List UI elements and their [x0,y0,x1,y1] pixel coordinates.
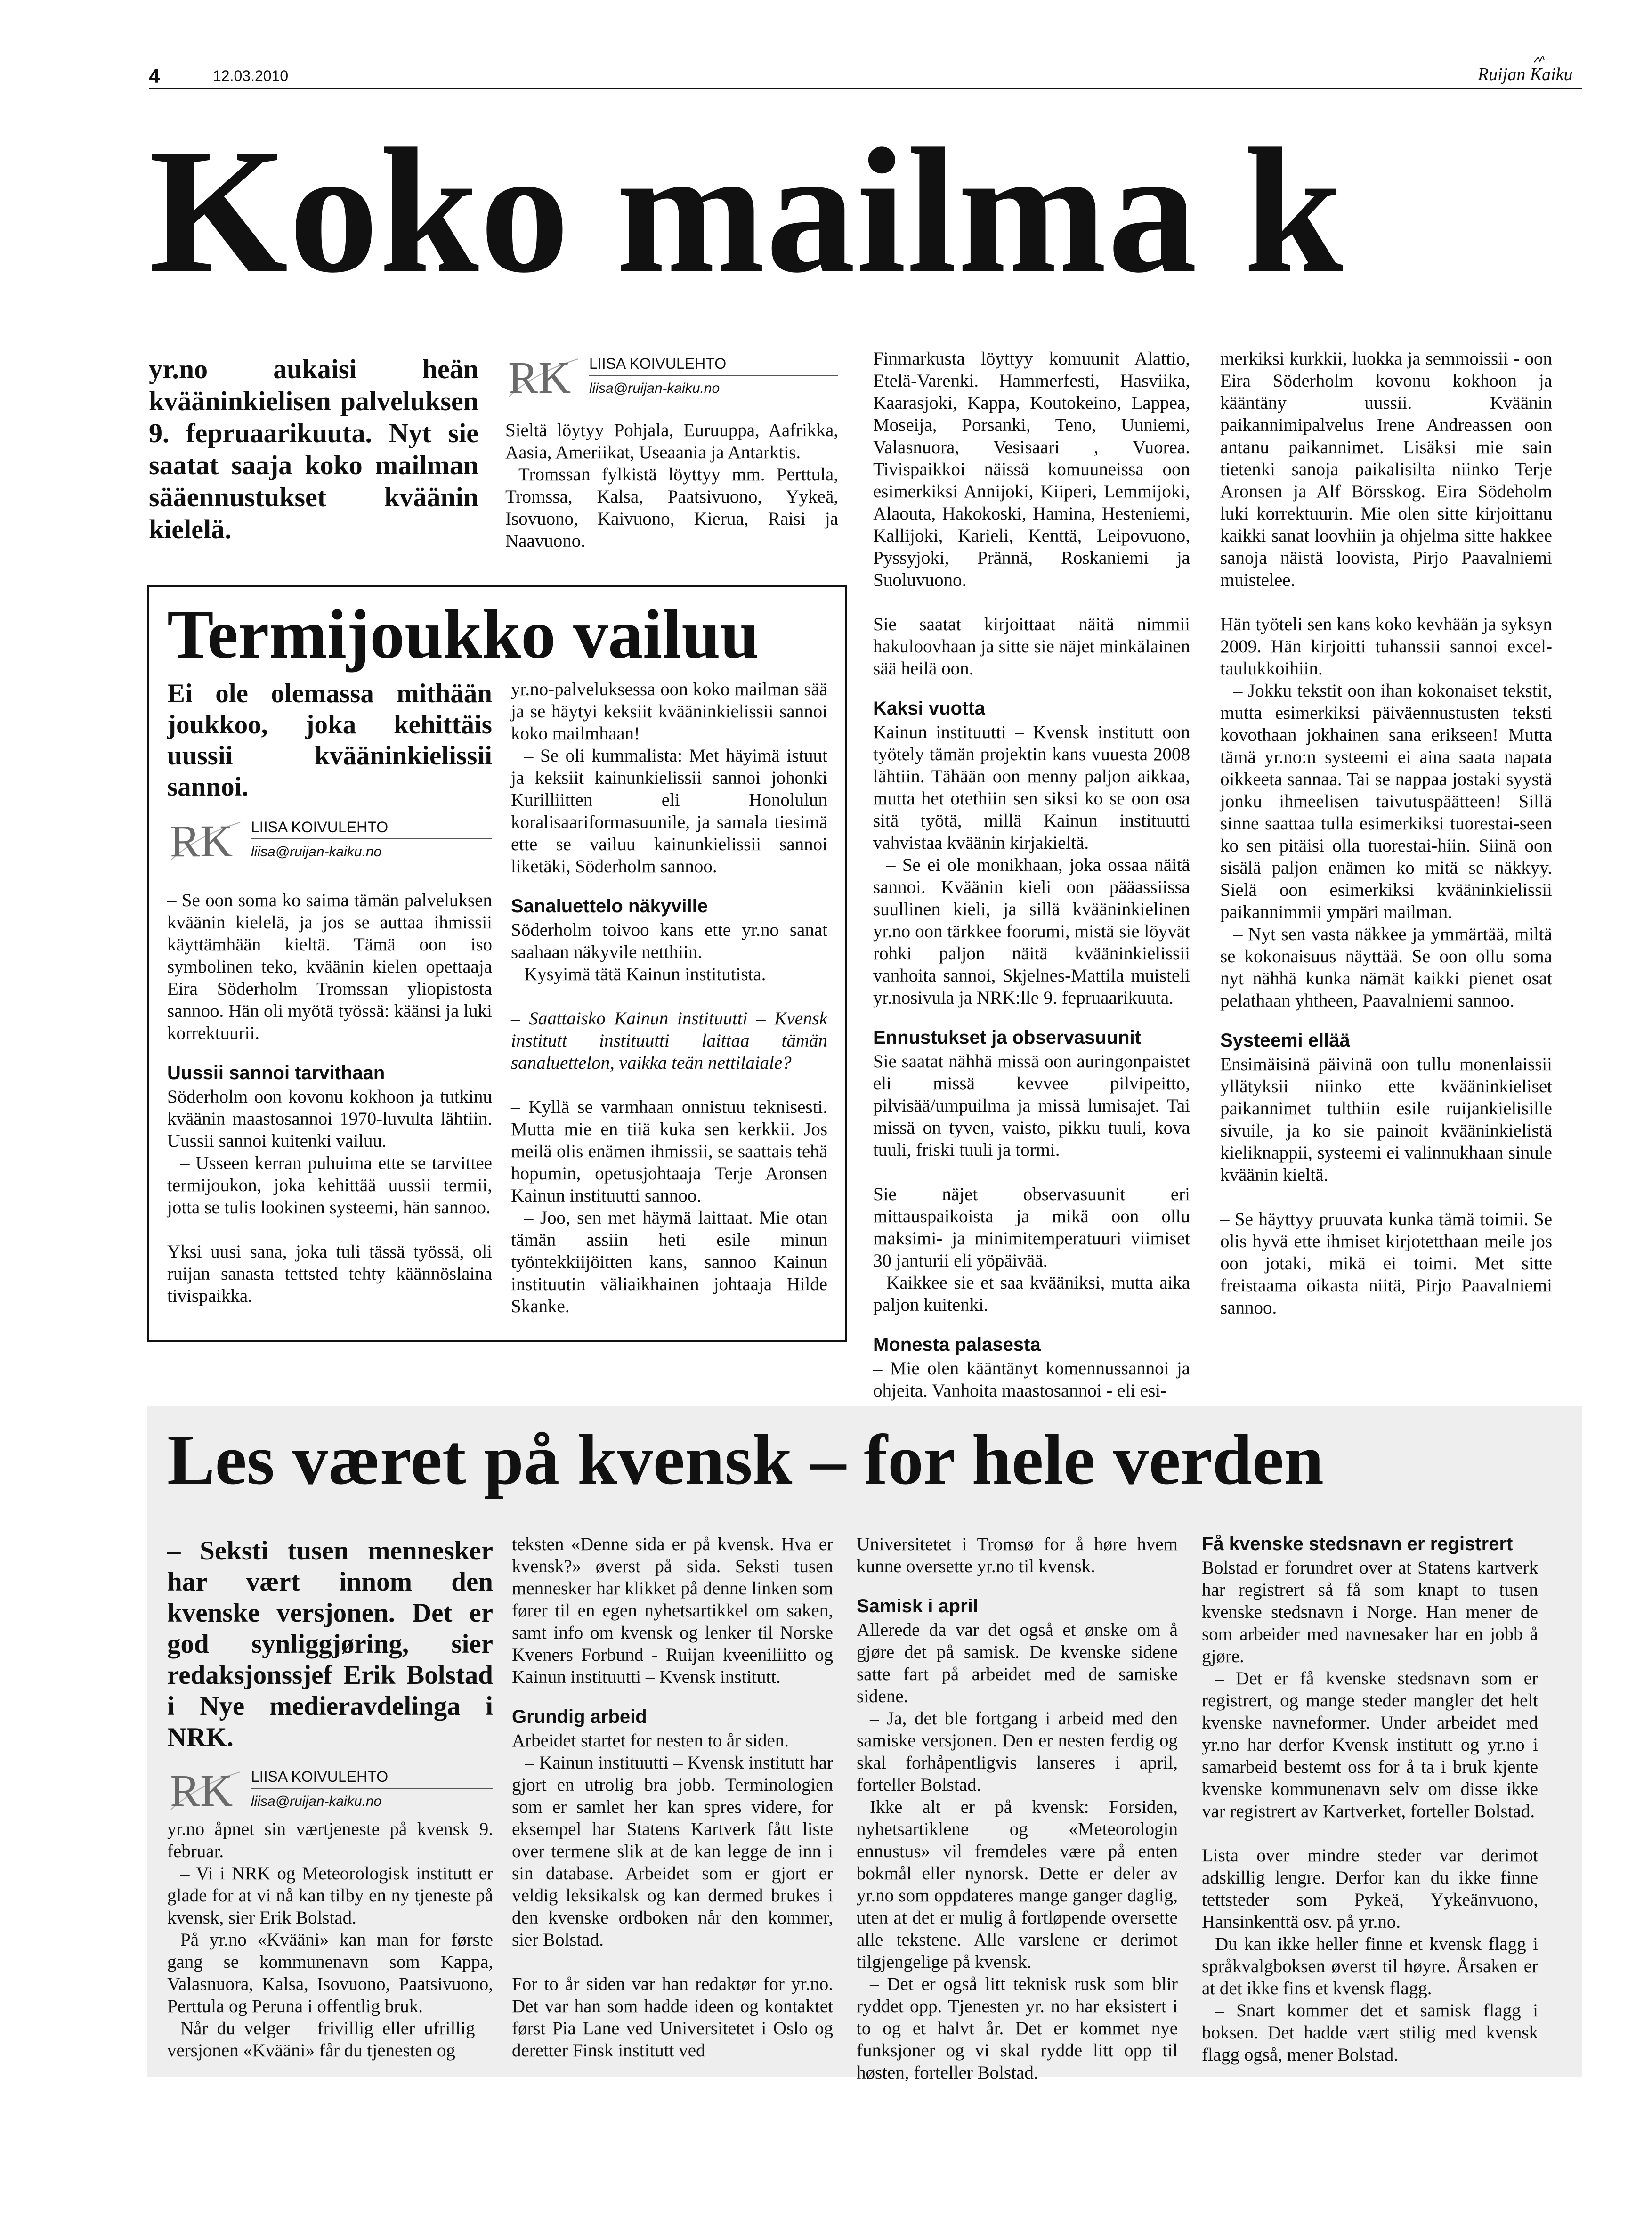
paragraph: yr.no åpnet sin værtjeneste på kvensk 9. februar. [167,1819,493,1861]
box-lead: Ei ole olemassa mithään joukkoo, joka kehittäis uussii kvääninkielissii sannoi. [167,679,492,802]
masthead-logo [1478,56,1582,88]
byline-rule [251,1788,493,1789]
svg-text:RK: RK [170,1765,233,1815]
section-heading: Samisk i april [857,1596,978,1616]
byline-email: liisa@ruijan-kaiku.no [251,844,382,860]
rk-logo-icon [167,1762,243,1815]
svg-text:RK: RK [170,816,233,866]
paragraph: – Joo, sen met häymä laittaat. Mie otan tämän assiin heti esile minun työntekkiijöitten kans, sannoo Kainun instituutin väliaikhainen johtaaja Hilde Skanke. [511,1208,827,1316]
article-column-2 [505,349,838,552]
byline [167,1762,493,1818]
paragraph: Tromssan fylkistä löyttyy mm. Perttula, Tromssa, Kalsa, Paatsivuono, Yykeä, Isovuono, Kaivuono, Kierua, Raisi ja Naavuono. [505,464,838,551]
article-lead: yr.no aukaisi heän kvääninkielisen palveluksen 9. fepruaarikuuta. Nyt sie saatat saaja koko mailman sääennustukset kväänin kielelä. [149,354,478,544]
section-heading: Grundig arbeid [512,1706,647,1727]
paragraph: Sieltä löytyy Pohjala, Euruuppa, Aafrikka, Aasia, Ameriikat, Useaania ja Antarktis. [505,420,838,463]
paragraph: Kainun instituutti – Kvensk institutt oon työtely tämän projektin kans vuuesta 2008 lähtiin. Tähään oon menny paljon aikkaa, mutta het otethiin sen siksi ko se oon osa sitä työtä, millä Kainun instituutti vahvistaa kväänin kirjakieltä. [873,722,1190,853]
paragraph: – Se ei ole monikhaan, joka ossaa näitä sannoi. Kväänin kieli oon pääassiissa suullinen kieli, ja sillä kvääninkielinen yr.no oon tärkkee foorumi, mistä sie löyvät rohki paljon näitä kvääninkielissii vanhoita sannoi, Skjelnes-Mattila muisteli yr.nosivula ja NRK:lle 9. fepruaarikuuta. [873,855,1190,1008]
byline-email: liisa@ruijan-kaiku.no [251,1794,382,1809]
header-rule [149,88,1582,89]
box-column-1 [167,678,492,1307]
norwegian-column-1-text [167,1818,493,2062]
paragraph: Hän työteli sen kans koko kevhään ja syksyn 2009. Hän kirjoitti tuhanssii sannoi excel-taulukkoihiin. [1220,614,1552,679]
paragraph: Universitetet i Tromsø for å høre hvem kunne oversette yr.no til kvensk. [857,1534,1178,1576]
paragraph: – Kainun instituutti – Kvensk institutt har gjort en utrolig bra jobb. Terminologien som er samlet her kan spres videre, for eksempel har Statens Kartverk fått liste over termene slik at de kan legge de inn i sin database. Arbeidet som er gjort er veldig leksikalsk og kan dermed brukes i den kvenske ordboken når den kommer, sier Bolstad. [512,1753,833,1950]
paragraph: På yr.no «Kvääni» kan man for første gang se kommunenavn som Kappa, Valasnuora, Kalsa, Isovuono, Paatsivuono, Perttula og Peruna i offentlig bruk. [167,1930,493,2016]
article-column-3 [873,348,1190,1402]
paragraph: Sie näjet observasuunit eri mittauspaikoista ja mikä oon ollu maksimi- ja minimitemperatuuri viimiset 30 janturii eli yöpäivää. [873,1184,1190,1271]
section-heading: Uussii sannoi tarvithaan [167,1063,385,1083]
paragraph: – Mie olen kääntänyt komennussannoi ja ohjeita. Vanhoita maastosannoi - eli esi- [873,1358,1190,1401]
paragraph: – Det er også litt teknisk rusk som blir ryddet opp. Tjenesten yr. no har eksistert i to og et halvt år. Det er kommet nye funksjoner og vi skal rydde litt opp til høsten, forteller Bolstad. [857,1974,1178,2083]
paragraph: – Nyt sen vasta näkkee ja ymmärtää, miltä se kokonaisuus näyttää. Se oon ollu soma nyt nähhä kunka nämät kaikki pienet osat pelathaan yhtheen, Paavalniemi sannoo. [1220,924,1552,1011]
article-column-2-text [505,419,838,552]
paragraph: merkiksi kurkkii, luokka ja semmoissii - oon Eira Söderholm kovonu kokhoon ja kääntäny uussii. Kväänin paikannimipalvelus Irene Andreassen oon antanu paikannimet. Lisäksi mie sain tietenki sanoja paikalisilta niinko Terje Aronsen ja Alf Börsskog. Eira Södeholm luki korrektuurin. Mie olen sitte kirjoittanu kaikki sanat loovhiin ja ohjelma sitte hakkee sanoja näistä loovista, Pirjo Paavalniemi muistelee. [1220,349,1552,590]
byline-email: liisa@ruijan-kaiku.no [589,381,720,396]
paragraph: Når du velger – frivillig eller ufrillig – versjonen «Kvääni» får du tjenesten og [167,2018,493,2061]
paragraph: – Det er få kvenske stedsnavn som er registrert, og mange steder mangler det helt kvenske navneformer. Under arbeidet med yr.no har derfor Kvensk institutt og yr.no i samarbeid bestemt oss for å ta i bruk kjente kvenske kommunenavn selv om disse ikke var registrert av Kartverket, forteller Bolstad. [1202,1668,1538,1821]
paragraph: Kaikkee sie et saa kvääniksi, mutta aika paljon kuitenki. [873,1273,1190,1315]
paragraph: Finmarkusta löyttyy komuunit Alattio, Etelä-Varenki. Hammerfesti, Hasviika, Kaarasjoki, Kappa, Koutokeino, Lappea, Moseija, Porsanki, Teno, Uuniemi, Valasnuora, Vesisaari , Vuorea. Tivispaikkoi näissä komuuneissa oon esimerkiksi Annijoki, Kiiperi, Lemmijoki, Alaouta, Hakokoski, Hamina, Hesteniemi, Kallijoki, Karieli, Kenttä, Leipovuono, Pyssyjoki, Prännä, Roskaniemi ja Suoluvuono. [873,349,1190,590]
paragraph: Bolstad er forundret over at Statens kartverk har registrert så få som knapt to tusen kvenske stedsnavn i Norge. Han mener de som arbeider med navnesaker har en jobb å gjøre. [1202,1558,1538,1666]
paragraph: Yksi uusi sana, joka tuli tässä työssä, oli ruijan sanasta tettsted tehty käännöslaina tivispaikka. [167,1242,492,1306]
paragraph: – Se oli kummalista: Met häyimä istuut ja keksiit kainunkielissii sannoi johonki Kurilliitten eli Honolulun koralisaariformasuunile, ja samala tiesimä ette se vailuu kainunkielissii sannoi liketäki, Söderholm sannoo. [511,746,827,877]
paragraph: – Snart kommer det et samisk flagg i boksen. Det hadde vært stilig med kvensk flagg også, mener Bolstad. [1202,2000,1538,2065]
svg-text:RK: RK [508,352,571,402]
paragraph: Arbeidet startet for nesten to år siden. [512,1730,789,1751]
section-heading: Ennustukset ja observasuunit [873,1027,1142,1048]
paragraph: Allerede da var det også et ønske om å gjøre det på samisk. De kvenske sidene satte fart på arbeidet med de samiske sidene. [857,1620,1178,1706]
box-column-2 [511,678,827,1317]
paragraph: Du kan ikke heller finne et kvensk flagg i språkvalgboksen øverst til høyre. Årsaken er at det ikke fins et kvensk flagg. [1202,1934,1538,1998]
byline-rule [589,375,838,376]
paragraph: For to år siden var han redaktør for yr.no. Det var han som hadde ideen og kontaktet først Pia Lane ved Universitetet i Oslo og deretter Finsk institutt ved [512,1974,833,2061]
paragraph: – Vi i NRK og Meteorologisk institutt er glade for at vi nå kan tilby en ny tjeneste på kvensk, sier Erik Bolstad. [167,1863,493,1928]
box-title: Termijoukko vailuu [167,596,759,673]
paragraph: Kysyimä tätä Kainun institutista. [524,964,766,984]
paragraph: yr.no-palveluksessa oon koko mailman sää ja se häytyi keksiit kvääninkielissii sannoi koko mailmhaan! [511,679,827,744]
section-heading: Sanaluettelo näkyville [511,896,708,917]
paragraph: Ikke alt er på kvensk: Forsiden, nyhetsartiklene og «Meteorologin ennustus» vil fremdeles være på enten bokmål eller nynorsk. Dette er deler av yr.no som oppdateres mange ganger daglig, uten at det er mulig å fortløpende oversette alle tekstene. Alle varslene er derimot tilgjengelige på kvensk. [857,1797,1178,1972]
byline [505,349,838,405]
byline-name: LIISA KOIVULEHTO [251,1768,389,1785]
norwegian-headline: Les været på kvensk – for hele verden [167,1420,1324,1499]
paragraph: Sie saatat nähhä missä oon auringonpaistet eli missä kevvee pilvipeitto, pilvisää/umpuilma ja missä lumisajet. Tai missä on tyven, vaisto, pikku tuuli, kova tuuli, friski tuuli ja tormi. [873,1051,1190,1160]
paragraph: – Kyllä se varmhaan onnistuu teknisesti. Mutta mie en tiiä kuka sen kerkkii. Jos meilä olis enämen ihmissii, se saattais tehä hopumin, opetusjohtaaja Terje Aronsen Kainun instituutti sannoo. [511,1097,827,1206]
issue-date: 12.03.2010 [213,67,289,84]
article-column-4 [1220,348,1552,1319]
norwegian-lead: – Seksti tusen mennesker har vært innom den kvenske versjonen. Det er god synliggjøring, sier redaksjonssjef Erik Bolstad i Nye medieravdelinga i NRK. [167,1536,493,1752]
section-heading: Få kvenske stedsnavn er registrert [1202,1534,1513,1554]
byline-name: LIISA KOIVULEHTO [251,819,389,836]
paragraph: Ensimäisinä päivinä oon tullu monenlaissii yllätyksii niinko ette kvääninkieliset paikannimet tulthiin esile ruijankielisille sivuile, ja ko sie painoit kvääninkielistä kieliknappii, systeemi ei valinnukhaan sinule kväänin kieltä. [1220,1054,1552,1185]
paragraph: Sie saatat kirjoittaat näitä nimmii hakuloovhaan ja sitte sie näjet minkälainen sää heilä oon. [873,614,1190,679]
norwegian-column-1 [167,1535,493,2062]
masthead-logo-text: Ruijan Kaiku [1478,65,1573,84]
paragraph: – Usseen kerran puhuima ette se tarvittee termijoukon, joka kehittää uussii termii, jotta se tulis lookinen systeemi, hän sannoo. [167,1153,492,1218]
byline [167,813,492,869]
paragraph: – Se oon soma ko saima tämän palveluksen kväänin kielelä, ja jos se auttaa ihmissii käyttämhään kieltä. Tämä oon iso symbolinen teko, kväänin kielen opettaaja Eira Söderholm Tromssan yliopistosta sannoo. Hän oli myötä työssä: käänsi ja luki korrektuurii. [167,890,492,1043]
section-heading: Monesta palasesta [873,1334,1041,1355]
paragraph: Söderholm oon kovonu kokhoon ja tutkinu kväänin maastosannoi 1970-luvulta lähtiin. Uussii sannoi kuitenki vailuu. [167,1087,492,1151]
byline-name: LIISA KOIVULEHTO [589,355,727,372]
section-heading: Systeemi ellää [1220,1030,1350,1051]
paragraph: teksten «Denne sida er på kvensk. Hva er kvensk?» øverst på sida. Seksti tusen mennesker har klikket på denne linken som fører til en egen nyhetsartikkel om saken, samt info om kvensk og lenker til Norske Kveners Forbund - Ruijan kveeniliitto og Kainun instituutti – Kvensk institutt. [512,1534,833,1687]
rk-logo-icon [167,813,243,866]
question-italic: – Saattaisko Kainun instituutti – Kvensk institutt instituutti laittaa tämän sanaluettelon, vaikka teän nettilaiale? [511,1008,827,1073]
page-number: 4 [149,65,160,87]
norwegian-column-2 [512,1533,833,2062]
paragraph: Lista over mindre steder var derimot adskillig lengre. Derfor kan du ikke finne tettsteder som Pykeä, Yykeänvuono, Hansinkenttä osv. på yr.no. [1202,1845,1538,1932]
paragraph: Söderholm toivoo kans ette yr.no sanat saahaan näkyvile netthiin. [511,920,827,962]
paragraph: – Se häyttyy pruuvata kunka tämä toimii. Se olis hyvä ette ihmiset kirjotetthaan meile jos oon jotaki, mikä ei toimi. Met sitte freistaama oikasta niitä, Pirjo Paavalniemi sannoo. [1220,1209,1552,1318]
byline-rule [251,838,492,839]
paragraph: – Jokku tekstit oon ihan kokonaiset tekstit, mutta esimerkiksi päiväennustusten teksti kovothaan jokhainen sana erikseen! Mutta tämä yr.no:n systeemi ei aina saata napata oikkeeta sannaa. Tai se nappaa jostaki syystä jonku ihmeelisen taivutuspäätteen! Sillä sinne saattaa tulla esimerkiksi tuorestai-seen ko sen pitäisi olla tuorestai-hiin. Siinä oon sisälä paljon enämen ko mitä se näkkyy. Sielä oon esimerkiksi kvääninkielissii paikannimmii ympäri mailman. [1220,681,1552,922]
section-heading: Kaksi vuotta [873,698,985,719]
rk-logo-icon [505,349,581,402]
main-headline: Koko mailma k [149,112,1344,310]
paragraph: – Ja, det ble fortgang i arbeid med den samiske versjonen. Den er nesten ferdig og skal forhåpentligvis lanseres i april, forteller Bolstad. [857,1708,1178,1795]
norwegian-column-4 [1202,1533,1538,2066]
box-column-1-text [167,889,492,1307]
norwegian-column-3 [857,1533,1178,2084]
